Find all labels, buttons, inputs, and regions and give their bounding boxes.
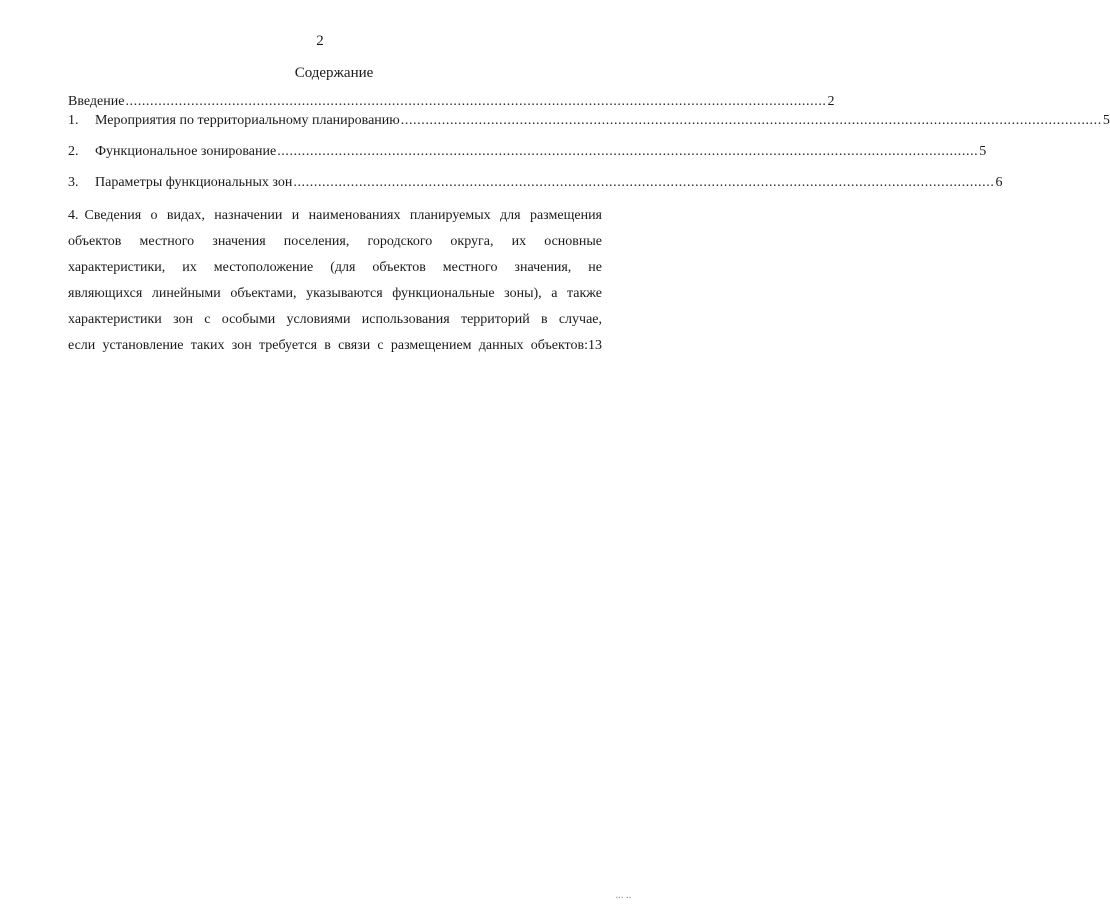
toc-entry-intro[interactable] [68, 94, 835, 110]
toc-entry-4-text: Сведения о видах, назначении и наименованиях планируемых для размещения [84, 208, 602, 223]
page-number: 2 [316, 33, 324, 49]
toc-entry-3[interactable] [68, 175, 1003, 191]
toc-entry-page: 2 [827, 94, 835, 109]
toc-entry-page: 6 [995, 175, 1003, 190]
toc-dot-leader: ........................................................................................................................................................................... [400, 113, 1102, 128]
toc-entry-page: 5 [979, 144, 987, 159]
toc-entry-2[interactable] [68, 144, 987, 160]
toc-entry-4[interactable] [68, 203, 602, 359]
toc-entry-label: Параметры функциональных зон [95, 175, 293, 190]
scan-artifact-mark: ▪▪▪ ▪▪ [615, 896, 632, 901]
toc-dot-leader: ........................................................................................................................................................................... [277, 144, 979, 159]
toc-entry-number: 2. [68, 144, 79, 159]
toc-entry-4-line: если установление таких зон требуется в связи с размещением данных объектов:13 [68, 338, 602, 353]
toc-entry-4-line [68, 203, 602, 229]
toc-entry-4-line: являющихся линейными объектами, указываются функциональные зоны), а также [68, 286, 602, 301]
toc-entry-number: 1. [68, 113, 79, 128]
toc-entry-label: Введение [68, 94, 125, 109]
toc-entry-label: Функциональное зонирование [95, 144, 277, 159]
toc-entry-1[interactable] [68, 113, 1110, 129]
toc-title: Содержание [294, 65, 374, 81]
toc-entry-label: Мероприятия по территориальному планированию [95, 113, 400, 128]
toc-entry-page: 5 [1102, 113, 1110, 128]
toc-dot-leader: ........................................................................................................................................................................... [125, 94, 827, 109]
toc-entry-number: 3. [68, 175, 79, 190]
toc-entry-4-line: объектов местного значения поселения, городского округа, их основные [68, 234, 602, 249]
toc-entry-number: 4. [68, 208, 79, 223]
toc-entry-4-line: характеристики зон с особыми условиями использования территорий в случае, [68, 312, 602, 327]
toc-entry-4-line: характеристики, их местоположение (для объектов местного значения, не [68, 260, 602, 275]
toc-dot-leader: ........................................................................................................................................................................... [293, 175, 995, 190]
